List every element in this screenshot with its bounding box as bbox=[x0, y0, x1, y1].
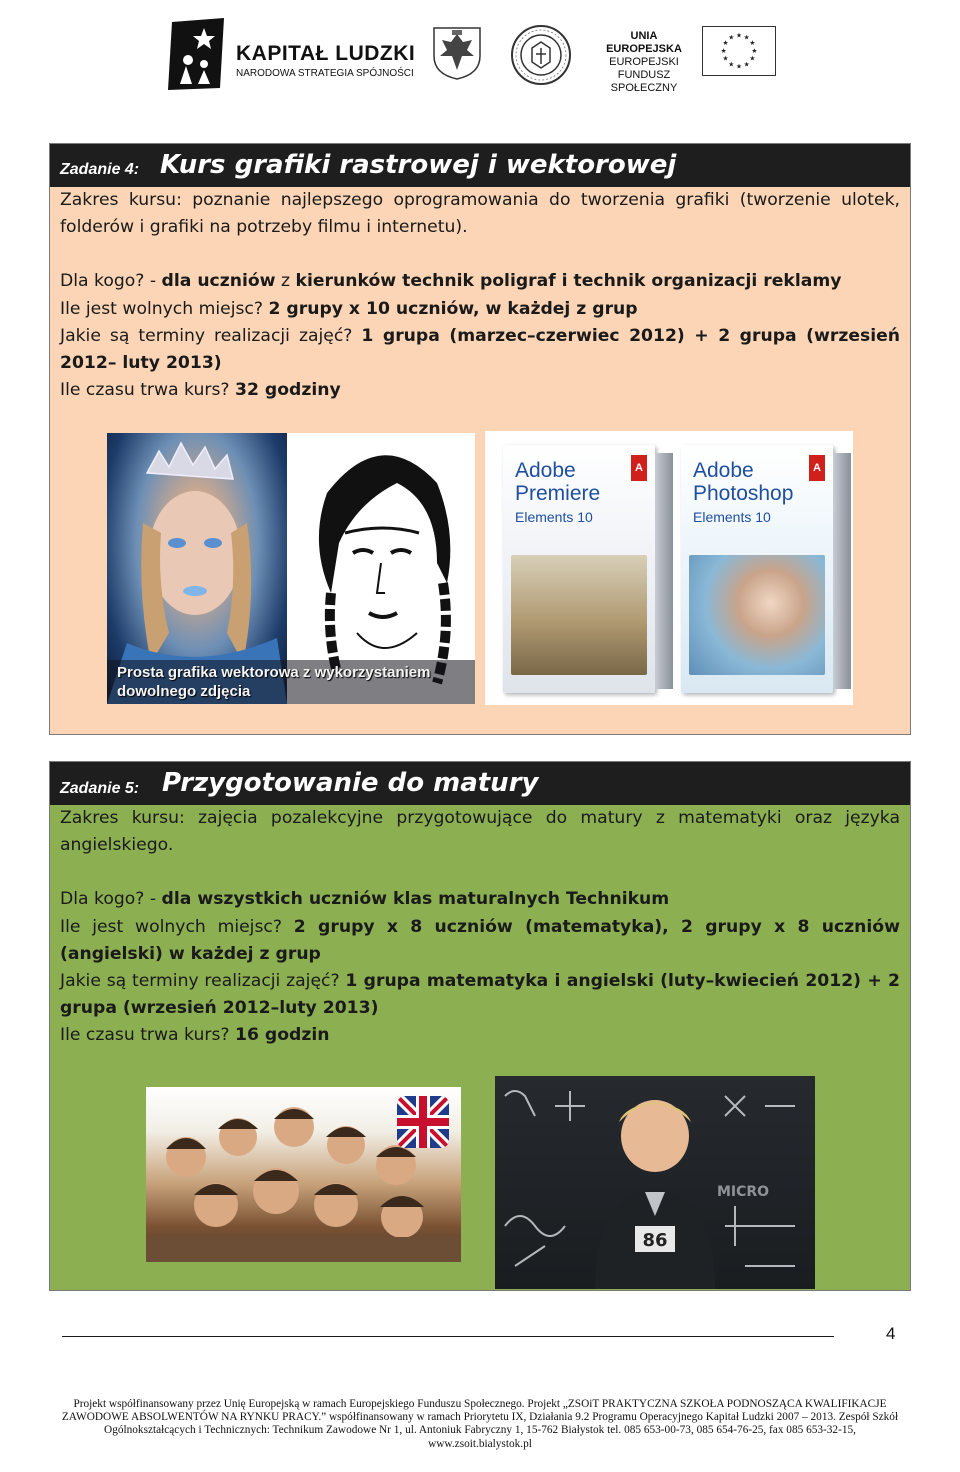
task4-section bbox=[49, 143, 911, 735]
footer-website[interactable]: www.zsoit.bialystok.pl bbox=[428, 1437, 532, 1450]
svg-text:★: ★ bbox=[749, 39, 756, 48]
task5-time: Ile czasu trwa kurs? 16 godzin bbox=[60, 1025, 330, 1046]
footer-line-2: ZAWODOWE ABSOLWENTÓW NA RYNKU PRACY.” współfinansowany w ramach Priorytetu IX, Działania 9.2 Programu Operacyjnego Kapitał Ludzki 2007 – 2013. Zespół Szkół bbox=[61, 1411, 899, 1424]
task5-header bbox=[50, 762, 910, 805]
premiere-box-side bbox=[655, 453, 673, 689]
task5-body bbox=[60, 805, 900, 1050]
svg-text:★: ★ bbox=[720, 46, 727, 55]
footer-divider bbox=[62, 1336, 834, 1337]
task4-label: Zadanie 4: bbox=[60, 161, 140, 178]
task4-title: Kurs grafiki rastrowej i wektorowej bbox=[160, 150, 677, 180]
premiere-box-edition: Elements 10 bbox=[515, 509, 593, 525]
adobe-boxes-photo bbox=[485, 431, 853, 705]
premiere-scene bbox=[511, 555, 647, 675]
kapital-ludzki-logo bbox=[166, 18, 426, 90]
photoshop-box-side bbox=[833, 453, 851, 689]
kapital-ludzki-subtitle: NARODOWA STRATEGIA SPÓJNOŚCI bbox=[236, 68, 414, 79]
eu-flag-icon bbox=[702, 26, 776, 76]
svg-text:★: ★ bbox=[743, 33, 750, 42]
premiere-box bbox=[503, 445, 655, 693]
photoshop-box bbox=[681, 445, 833, 693]
task4-time: Ile czasu trwa kurs? 32 godziny bbox=[60, 380, 341, 401]
task5-section bbox=[49, 761, 911, 1291]
shirt-number: 86 bbox=[642, 1230, 668, 1251]
task5-terms: Jakie są terminy realizacji zajęć? 1 grupa matematyka i angielski (luty–kwiecień 2012) + 2 grupa (wrzesień 2012–luty 2013) bbox=[60, 971, 900, 1019]
eu-subtitle-1: EUROPEJSKI bbox=[609, 56, 679, 68]
kapital-ludzki-emblem-icon bbox=[166, 18, 228, 90]
eu-logo bbox=[592, 30, 782, 94]
svg-text:★: ★ bbox=[735, 62, 743, 71]
school-seal-icon bbox=[510, 24, 572, 86]
eu-subtitle-2: FUNDUSZ SPOŁECZNY bbox=[610, 69, 678, 94]
svg-text:★: ★ bbox=[728, 33, 735, 42]
task4-scope: Zakres kursu: poznanie najlepszego oprogramowania do tworzenia grafiki (tworzenie ulotek, folderów i grafiki na potrzeby filmu i internetu). bbox=[60, 190, 900, 238]
task5-title: Przygotowanie do matury bbox=[162, 768, 539, 798]
photoshop-box-name: Adobe Photoshop bbox=[693, 459, 794, 505]
math-board-illustration bbox=[495, 1076, 815, 1289]
watermark: MICRO bbox=[716, 1184, 770, 1200]
kapital-ludzki-title: KAPITAŁ LUDZKI bbox=[236, 42, 416, 65]
svg-text:★: ★ bbox=[722, 54, 729, 63]
task5-places: Ile jest wolnych miejsc? 2 grupy x 8 uczniów (matematyka), 2 grupy x 8 uczniów (angielski) w każdej z grup bbox=[60, 916, 900, 964]
svg-text:★: ★ bbox=[728, 60, 735, 69]
task4-who: Dla kogo? - dla uczniów z kierunków technik poligraf i technik organizacji reklamy bbox=[60, 271, 842, 292]
svg-text:★: ★ bbox=[751, 46, 758, 55]
premiere-box-name: Adobe Premiere bbox=[515, 459, 601, 505]
uk-flag-icon bbox=[397, 1096, 449, 1148]
task4-header bbox=[50, 144, 910, 187]
eu-title: UNIA EUROPEJSKA bbox=[606, 30, 682, 55]
task5-scope: Zakres kursu: zajęcia pozalekcyjne przygotowujące do matury z matematyki oraz języka angielskiego. bbox=[60, 808, 900, 856]
task4-body bbox=[60, 187, 900, 404]
photoshop-box-edition: Elements 10 bbox=[693, 509, 771, 525]
svg-text:★: ★ bbox=[749, 54, 756, 63]
adobe-logo-icon: A bbox=[631, 455, 647, 481]
footer-line-1: Projekt współfinansowany przez Unię Europejską w ramach Europejskiego Funduszu Społecznego. Projekt „ZSOiT PRAKTYCZNA SZKOŁA PODNOSZĄCA KWALIFIKACJE bbox=[73, 1398, 887, 1410]
task4-terms: Jakie są terminy realizacji zajęć? 1 grupa (marzec–czerwiec 2012) + 2 grupa (wrzesień 2012– luty 2013) bbox=[60, 325, 900, 374]
logo-header bbox=[0, 0, 960, 110]
footer-line-3: Ogólnokształcących i Technicznych: Technikum Zawodowe Nr 1, ul. Antoniuk Fabryczny 1, 15-762 Białystok tel. 085 653-00-73, 085 654-76-25, fax 085 653-32-15, bbox=[104, 1424, 856, 1437]
svg-text:★: ★ bbox=[743, 60, 750, 69]
photoshop-scene bbox=[689, 555, 825, 675]
math-board-photo bbox=[495, 1076, 815, 1289]
image-caption-band bbox=[107, 660, 475, 704]
svg-text:★: ★ bbox=[735, 31, 743, 40]
image-caption: Prosta grafika wektorowa z wykorzystaniem dowolnego zdjęcia bbox=[117, 664, 431, 700]
task5-who: Dla kogo? - dla wszystkich uczniów klas maturalnych Technikum bbox=[60, 889, 670, 910]
adobe-logo-icon: A bbox=[809, 455, 825, 481]
footer-text bbox=[50, 1398, 910, 1451]
voivodeship-crest-icon bbox=[432, 26, 482, 80]
svg-text:★: ★ bbox=[722, 39, 729, 48]
task4-places: Ile jest wolnych miejsc? 2 grupy x 10 uczniów, w każdej z grup bbox=[60, 298, 638, 319]
page-number: 4 bbox=[886, 1324, 896, 1343]
task5-label: Zadanie 5: bbox=[60, 780, 140, 797]
